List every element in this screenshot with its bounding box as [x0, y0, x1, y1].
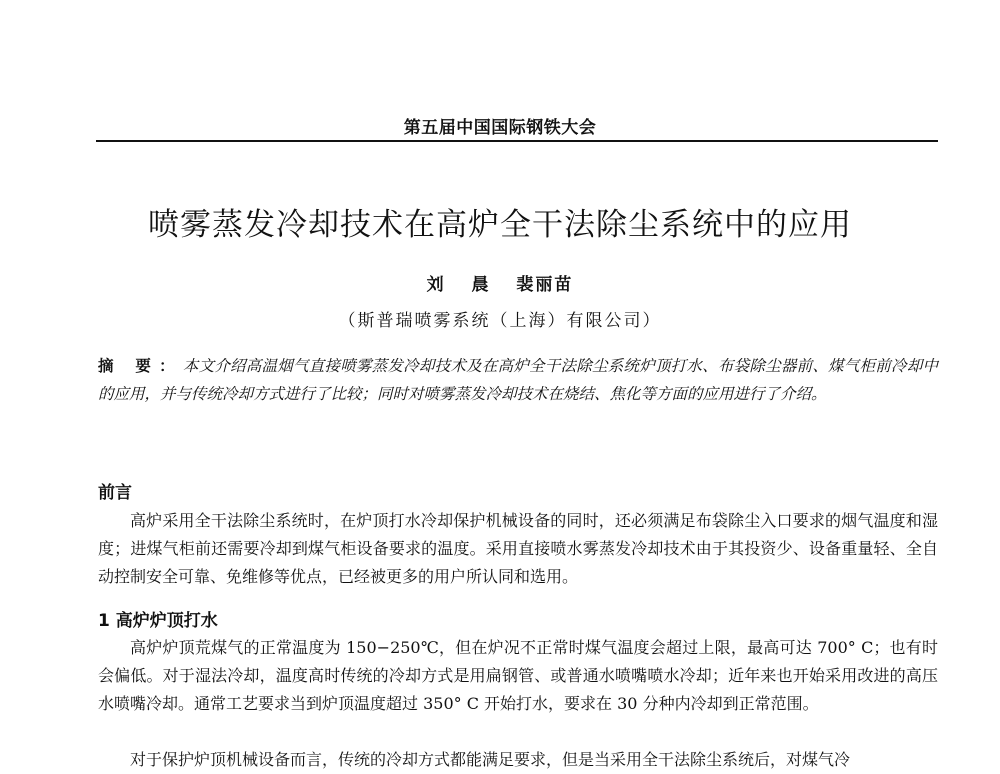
header-divider — [96, 140, 938, 142]
furnace-top-paragraph-1: 高炉炉顶荒煤气的正常温度为 150−250℃，但在炉况不正常时煤气温度会超过上限，最高可达 700° C；也有时会偏低。对于湿法冷却，温度高时传统的冷却方式是用扁钢管、或普通水喷嘴喷水冷却；近年来也开始采用改进的高压水喷嘴冷却。通常工艺要求当到炉顶温度超过 350° C 开始打水，要求在 30 分种内冷却到正常范围。 — [98, 638, 938, 713]
paper-authors: 刘 晨 裴丽苗 — [426, 275, 574, 295]
section-heading-furnace-top: 1 高炉炉顶打水 — [98, 611, 218, 631]
abstract-label: 摘 要： — [98, 356, 183, 375]
paper-affiliation: （斯普瑞喷雾系统（上海）有限公司） — [338, 311, 662, 331]
abstract-text: 本文介绍高温烟气直接喷雾蒸发冷却技术及在高炉全干法除尘系统炉顶打水、布袋除尘器前、煤气柜前冷却中的应用，并与传统冷却方式进行了比较；同时对喷雾蒸发冷却技术在烧结、焦化等方面的应用进行了介绍。 — [98, 357, 938, 403]
furnace-top-paragraph-2: 对于保护炉顶机械设备而言，传统的冷却方式都能满足要求，但是当采用全干法除尘系统后，对煤气冷 — [130, 750, 851, 769]
section-heading-preface: 前言 — [98, 483, 132, 503]
preface-paragraph: 高炉采用全干法除尘系统时，在炉顶打水冷却保护机械设备的同时，还必须满足布袋除尘入口要求的烟气温度和湿度；进煤气柜前还需要冷却到煤气柜设备要求的温度。采用直接喷水雾蒸发冷却技术由于其投资少、设备重量轻、全自动控制安全可靠、免维修等优点，已经被更多的用户所认同和选用。 — [98, 511, 938, 586]
paper-title: 喷雾蒸发冷却技术在高炉全干法除尘系统中的应用 — [148, 207, 852, 243]
abstract — [98, 352, 938, 408]
conference-header: 第五届中国国际钢铁大会 — [403, 118, 597, 138]
